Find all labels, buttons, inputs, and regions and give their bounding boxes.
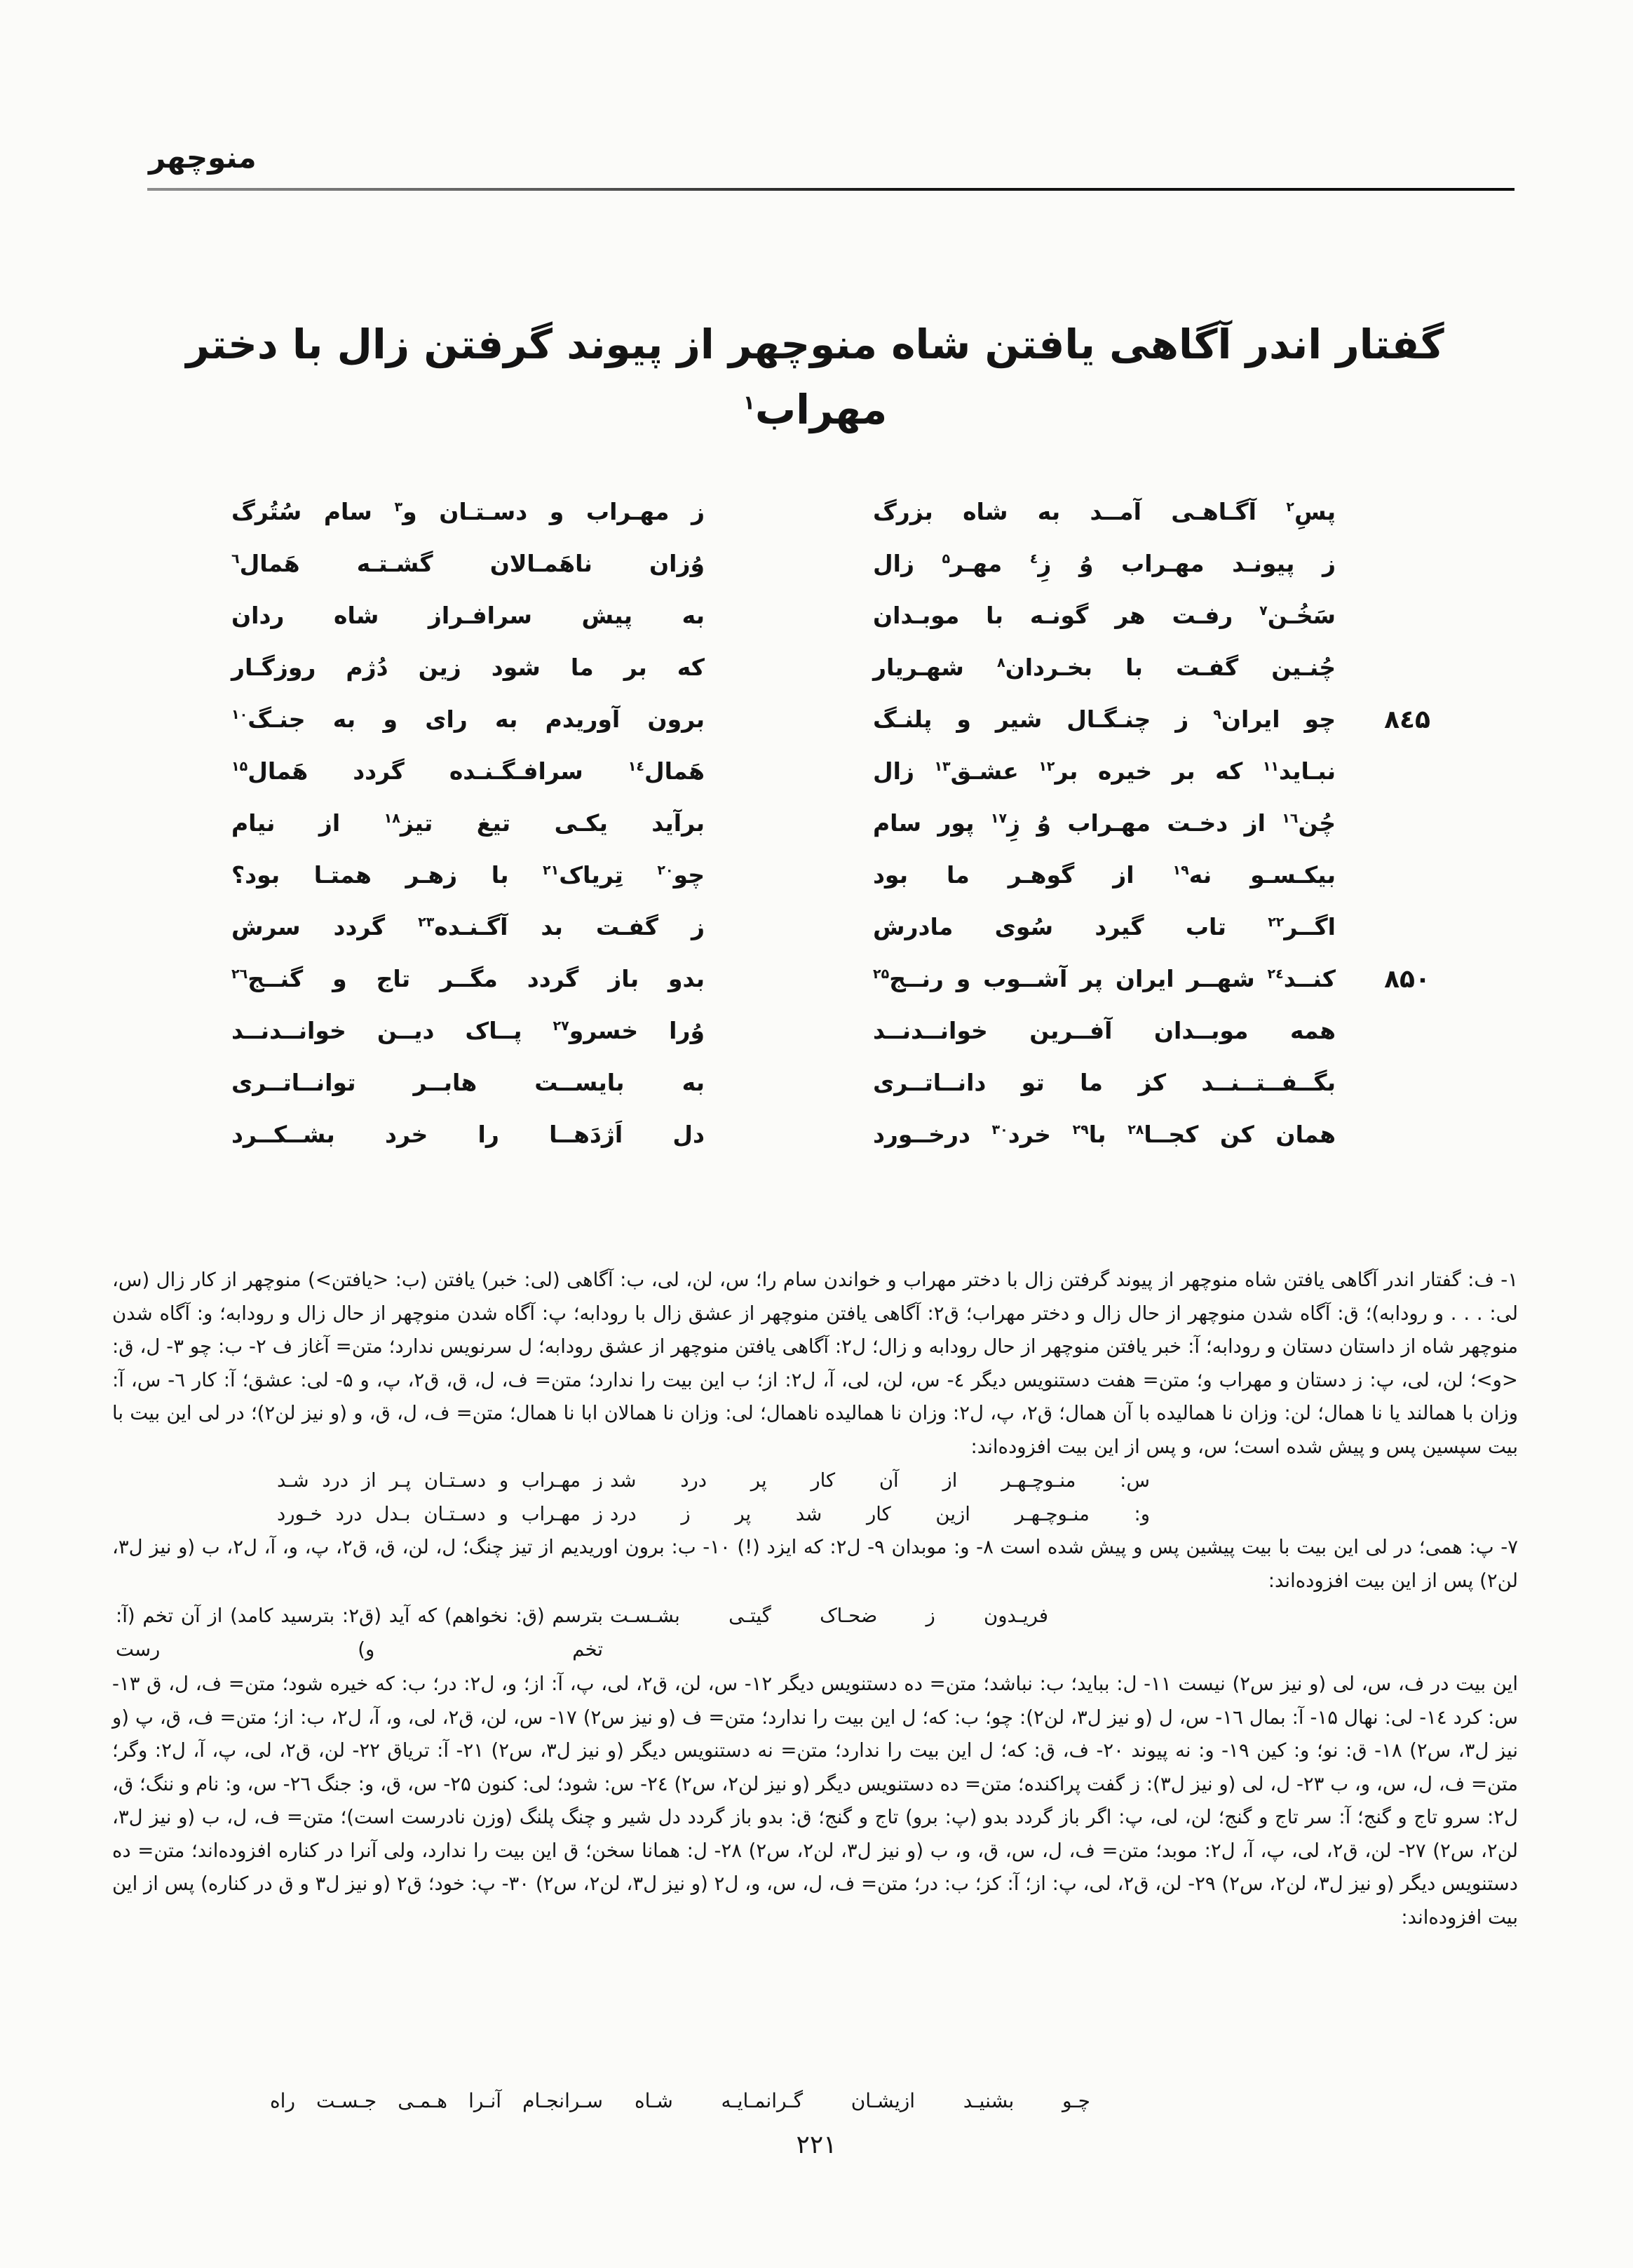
hemistich-right: چو ایران$^۹$ ز چنـگـال شیر و پلنـگ bbox=[873, 705, 1336, 733]
couplet-row bbox=[231, 486, 1430, 538]
apparatus-added-verse-v bbox=[277, 1497, 1150, 1531]
hemistich-right: چـو بشنیـد ازیشـان گـرانمـایـه شـاه bbox=[635, 2089, 1090, 2112]
hemistich-left: وُرا خسرو$^{۲۷}$ پــاک دیــن خوانــدنــد bbox=[231, 1016, 705, 1044]
poem-block bbox=[231, 486, 1430, 1161]
hemistich-right: بگــفــتــنــد کز ما تو دانــاتــری bbox=[873, 1068, 1336, 1096]
hemistich-right: بیکـسـو نه$^{۱۹}$ از گوهـر ما بود bbox=[873, 860, 1336, 889]
hemistich-right: و: منـوچـهـر ازین کار شد پر ز درد bbox=[610, 1503, 1150, 1525]
hemistich-left: برآید یکـی تیغ تیز$^{۱۸}$ از نیام bbox=[231, 809, 705, 837]
hemistich-left: ز مهـراب و دسـتـان بـدل درد خـورد bbox=[277, 1503, 603, 1525]
hemistich-left: که بر ما شود زین دُژم روزگـار bbox=[231, 653, 705, 681]
verse-number: ۸۵۰ bbox=[1384, 964, 1430, 994]
verse-number: ۸٤۵ bbox=[1384, 705, 1430, 734]
hemistich-left: هَمال$^{۱٤}$ سرافـگـنـده گردد هَمال$^{۱۵}$ bbox=[231, 757, 705, 785]
hemistich-left: بدو باز گردد مگــر تاج و گنــج$^{۲٦}$ bbox=[231, 964, 705, 992]
title-footnote-marker: ۱ bbox=[743, 391, 755, 414]
hemistich-left: برون آوریدم به رای و به جنـگ$^{۱۰}$ bbox=[231, 705, 705, 733]
apparatus-closing-verse bbox=[270, 2081, 1090, 2121]
hemistich-right: چُن$^{۱٦}$ از دخـت مهـراب وُ زِ$^{۱۷}$ پور سام bbox=[873, 809, 1336, 837]
hemistich-right: اگــر$^{۲۲}$ تاب گیرد سُوی مادرش bbox=[873, 912, 1336, 940]
hemistich-left: دل اَژدَهــا را خرد بشــکــرد bbox=[231, 1120, 705, 1148]
apparatus-added-verse-fereydun bbox=[116, 1599, 1048, 1666]
hemistich-left: سـرانجـام آنـرا هـمـی جـسـت راه bbox=[270, 2089, 603, 2112]
hemistich-left: ز مهـراب و دسـتـان و$^۳$ سام سُتُرگ bbox=[231, 497, 705, 525]
hemistich-left: ز مهـراب و دسـتـان پـر از درد شـد bbox=[277, 1469, 603, 1492]
hemistich-right: کنــد$^{۲٤}$ شهــر ایران پر آشــوب و رنــج$^{۲۵}$ bbox=[873, 964, 1336, 992]
hemistich-left: ز گفـت بد آگـنـده$^{۲۳}$ گردد سرش bbox=[231, 912, 705, 940]
couplet-row bbox=[231, 1109, 1430, 1161]
apparatus-paragraph-3: این بیت در ف، س، لی (و نیز س۲) نیست ۱۱- ل: بباید؛ ب: نباشد؛ متن= ده دستنویس دیگر ۱۲- س، لن، ق۲، لی، پ، آ: از؛ و، ل۲: در؛ ب: که خیره شود؛ متن= ف، ل، ق ۱۳- س: کرد ۱٤- لی: نهال ۱۵- آ: بمال ۱٦- س، ل (و نیز ل۳، لن۲): چو؛ ب: که؛ ل این بیت را ندارد؛ متن= ف (و نیز س۲) ۱۷- س، لن، ق۲، لی، و، آ، ل۲، ب: از؛ متن= ف، ق، پ (و نیز ل۳، س۲) ۱۸- ق: نو؛ و: کین ۱۹- و: نه پیوند ۲۰- ف، ق: که؛ ل این بیت را ندارد؛ متن= نه دستنویس دیگر (و نیز ل۳، س۲) ۲۱- آ: تریاق ۲۲- لن، ق۲، لی، پ، آ، ل۲: وگر؛ متن= ف، ل، س، و، ب ۲۳- ل، لی (و نیز ل۳): ز گفت پراکنده؛ متن= ده دستنویس دیگر (و نیز لن۲، س۲) ۲٤- س: شود؛ لی: کنون ۲۵- س، ق، و: جنگ ۲٦- س، و: نام و ننگ؛ ق، ل۲: سرو تاج و گنج؛ آ: سر تاج و گنج؛ لن، لی، پ: اگر باز گردد بدو (پ: برو) تاج و گنج؛ ق: بدو باز گردد دل شیر و چنگ پلنگ (وزن نادرست است)؛ متن= ف، ل، ب (و نیز ل۳، لن۲، س۲) ۲۷- لن، ق۲، لی، پ، آ، ل۲: موبد؛ متن= ف، ل، س، ق، و، ب (و نیز ل۳، لن۲، س۲) ۲۸- ل: همانا سخن؛ ق این بیت را ندارد، ولی آنرا در کناره افزوده‌اند؛ متن= ده دستنویس دیگر (و نیز ل۳، لن۲، س۲) ۲۹- لن، ق۲، لی، پ: از؛ آ: کز؛ ب: در؛ متن= ف، ل، س، و، ل۲ (و نیز ل۳، لن۲، س۲) ۳۰- پ: خود؛ ق۲ (و نیز ل۳ و ق در کناره) پس از این بیت افزوده‌اند: bbox=[112, 1673, 1519, 1929]
hemistich-right: چُنـین گفـت با بخـردان$^۸$ شهـریار bbox=[873, 653, 1336, 681]
hemistich-right: فریـدون ز ضحـاک گیتـی بشـسـت bbox=[610, 1605, 1048, 1627]
couplet-row bbox=[231, 538, 1430, 590]
hemistich-right: سَخُـن$^۷$ رفـت هر گونـه با موبـدان bbox=[873, 601, 1336, 629]
critical-apparatus bbox=[112, 1264, 1518, 1934]
hemistich-left: به پیش سرافـراز شاه ردان bbox=[231, 601, 705, 629]
hemistich-right: س: منـوچـهـر از آن کار پر درد شد bbox=[610, 1469, 1150, 1492]
hemistich-right: همه موبــدان آفــرین خوانــدنــد bbox=[873, 1016, 1336, 1044]
couplet-row bbox=[231, 901, 1430, 953]
chapter-title-text: گفتار اندر آگاهی یافتن شاه منوچهر از پیوند گرفتن زال با دختر مهراب bbox=[186, 320, 1444, 433]
couplet-row bbox=[231, 953, 1430, 1005]
running-head: منوچهر bbox=[149, 140, 257, 175]
couplet-row bbox=[231, 1005, 1430, 1057]
hemistich-right: نبـاید$^{۱۱}$ که بر خیره بر$^{۱۲}$ عشـق$^{۱۳}$ زال bbox=[873, 757, 1336, 785]
couplet-row bbox=[231, 745, 1430, 797]
hemistich-right: پسِ$^۲$ آگـاهـی آمــد به شاه بزرگ bbox=[873, 497, 1336, 525]
chapter-title bbox=[112, 312, 1518, 443]
hemistich-right: ز پیونـد مهـراب وُ زِ$^٤$ مهـر$^۵$ زال bbox=[873, 549, 1336, 577]
page-number: ۲۲۱ bbox=[796, 2131, 837, 2159]
apparatus-added-verse-s bbox=[277, 1464, 1150, 1497]
hemistich-left: چو$^{۲۰}$ تِریاک$^{۲۱}$ با زهـر همتـا بود؟ bbox=[231, 860, 705, 889]
couplet-row bbox=[231, 694, 1430, 745]
couplet-row bbox=[231, 1057, 1430, 1109]
couplet-row bbox=[231, 849, 1430, 901]
couplet-row bbox=[231, 590, 1430, 642]
hemistich-left: به بایســت هابــر توانــاتــری bbox=[231, 1068, 705, 1096]
hemistich-left: وُزان ناهَمـالان گشـتـه هَمال$^٦$ bbox=[231, 549, 705, 577]
couplet-row bbox=[231, 642, 1430, 694]
hemistich-left: بترسم (ق: نخواهم) که آید (ق۲: بترسید کامد) از آن تخم (آ: تخم و) رست bbox=[116, 1605, 603, 1661]
couplet-row bbox=[231, 797, 1430, 849]
apparatus-paragraph-2: ۷- پ: همی؛ در لی این بیت با بیت پیشین پس و پیش شده است ۸- و: موبدان ۹- ل۲: که ایزد (!) ۱۰- ب: برون اوریدیم از تیز چنگ؛ ل، لن، ق، ق۲، پ، و، آ، ل۲، ب (و نیز ل۳، لن۲) پس از این بیت افزوده‌اند: bbox=[112, 1536, 1518, 1592]
apparatus-paragraph-1: ۱- ف: گفتار اندر آگاهی یافتن شاه منوچهر از پیوند گرفتن زال با دختر مهراب و خواندن سام را؛ س، لن، لی، ب: آگاهی (لی: خبر) یافتن (ب: <یافتن>) منوچهر از کار زال (س، لی: . . . و رودابه)؛ ق: آگاه شدن منوچهر از حال زال و دختر مهراب؛ ق۲: آگاهی یافتن منوچهر از عشق زال با رودابه؛ پ: آگاه شدن منوچهر از حال زال و رودابه؛ و: آگاه شدن منوچهر شاه از داستان دستان و رودابه؛ آ: خبر یافتن منوچهر از حال رودابه و زال؛ ل۲: آگاهی یافتن منوچهر از عشق رودابه؛ ل سرنویس ندارد؛ متن= آغاز ف ۲- ب: چو ۳- ل، ق: <و>؛ لن، لی، پ: ز دستان و مهراب و؛ متن= هفت دستنویس دیگر ٤- س، لن، لی، آ، ل۲: از؛ ب این بیت را ندارد؛ متن= ف، ل، ق، ق۲، پ، و ۵- لی: عشق؛ آ: کار ٦- س، آ: وزان با همالند یا نا همال؛ لن: وزان نا همالیده با آن همال؛ ق۲، پ، ل۲: وزان نا همالیده ناهمال؛ لی: وزان نا همالان ابا نا همال؛ متن= ف، ل، ق، و (و نیز لن۲)؛ در لی این بیت با بیت سپسین پس و پیش شده است؛ س، و پس از این بیت افزوده‌اند: bbox=[112, 1269, 1518, 1458]
hemistich-right: همان کن کجــا$^{۲۸}$ با$^{۲۹}$ خرد$^{۳۰}$ درخــورد bbox=[873, 1120, 1336, 1148]
header-rule bbox=[147, 188, 1515, 191]
